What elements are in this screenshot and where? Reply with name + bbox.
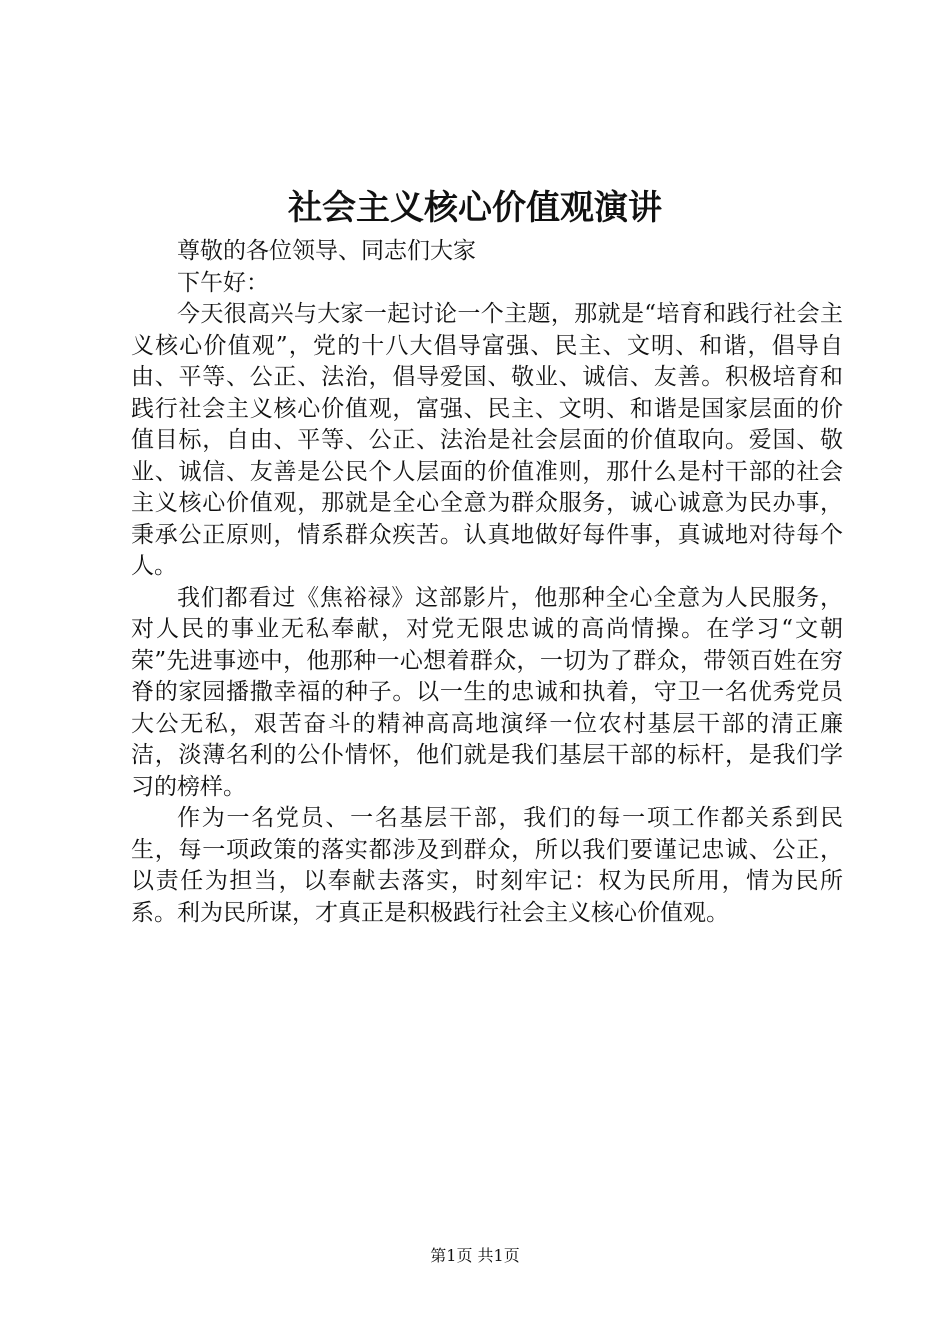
paragraph-1: 今天很高兴与大家一起讨论一个主题，那就是“培育和践行社会主义核心价值观”，党的十八大倡导富强、民主、文明、和谐，倡导自由、平等、公正、法治，倡导爱国、敬业、诚信、友善。积极培育和践行社会主义核心价值观，富强、民主、文明、和谐是国家层面的价值目标，自由、平等、公正、法治是社会层面的价值取向。爱国、敬业、诚信、友善是公民个人层面的价值准则，那什么是村干部的社会主义核心价值观，那就是全心全意为群众服务，诚心诚意为民办事，秉承公正原则，情系群众疾苦。认真地做好每件事，真诚地对待每个人。: [131, 301, 843, 579]
paragraph-3: 作为一名党员、一名基层干部，我们的每一项工作都关系到民生，每一项政策的落实都涉及到群众，所以我们要谨记忠诚、公正，以责任为担当，以奉献去落实，时刻牢记：权为民所用，情为民所系。利为民所谋，才真正是积极践行社会主义核心价值观。: [131, 805, 843, 926]
page-footer: 第1页 共1页: [430, 1246, 520, 1265]
paragraph-2: 我们都看过《焦裕禄》这部影片，他那种全心全意为人民服务，对人民的事业无私奉献，对党无限忠诚的高尚情操。在学习“文朝荣”先进事迹中，他那种一心想着群众，一切为了群众，带领百姓在穷脊的家园播撒幸福的种子。以一生的忠诚和执着，守卫一名优秀党员大公无私，艰苦奋斗的精神高高地演绎一位农村基层干部的清正廉洁，淡薄名利的公仆情怀，他们就是我们基层干部的标杆，是我们学习的榜样。: [131, 584, 843, 800]
document-title: 社会主义核心价值观演讲: [288, 188, 662, 228]
salutation-line: 下午好：: [177, 269, 269, 296]
document-body: [131, 236, 843, 929]
greeting-line: 尊敬的各位领导、同志们大家: [177, 238, 476, 264]
